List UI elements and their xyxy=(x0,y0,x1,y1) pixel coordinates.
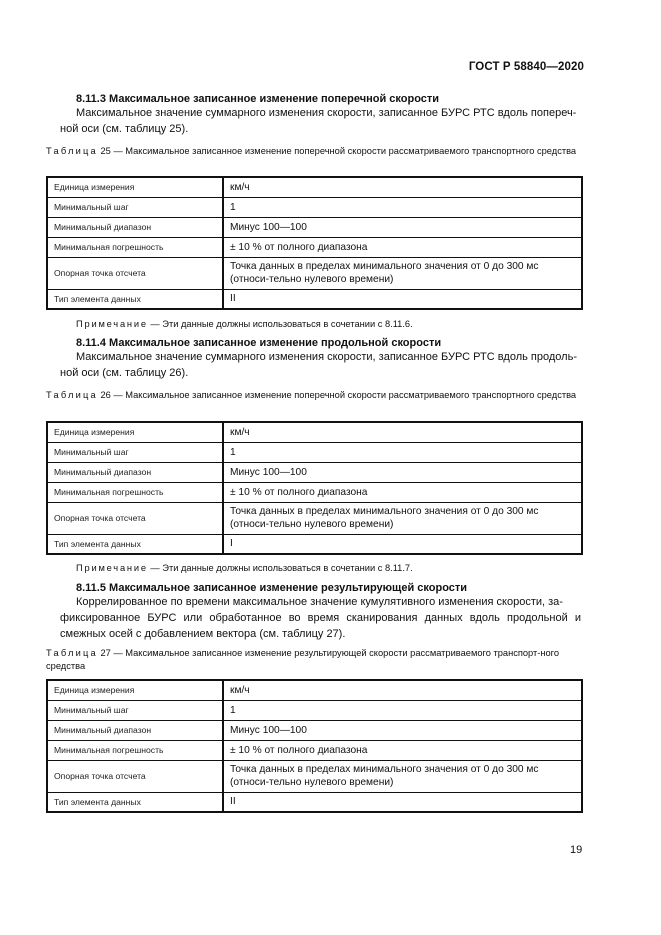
table-label: Таблица xyxy=(46,648,98,658)
table-row xyxy=(47,289,582,309)
table-row xyxy=(47,177,582,197)
table-row xyxy=(47,462,582,482)
table-row xyxy=(47,217,582,237)
table-row xyxy=(47,720,582,740)
table-note-25 xyxy=(76,319,413,329)
note-label: Примечание xyxy=(76,563,148,573)
paragraph-line: фиксированное БУРС или обработанное во время сканирования данных вдоль продольной и смежных xyxy=(60,612,581,640)
table-label: Таблица xyxy=(46,390,98,400)
row-key: Минимальный диапазон xyxy=(47,462,223,482)
table-row xyxy=(47,482,582,502)
table-row xyxy=(47,534,582,554)
row-value: Минус 100—100 xyxy=(223,217,582,237)
row-key: Минимальный шаг xyxy=(47,700,223,720)
table-row xyxy=(47,197,582,217)
row-key: Минимальная погрешность xyxy=(47,740,223,760)
row-key: Минимальный диапазон xyxy=(47,217,223,237)
table-row xyxy=(47,422,582,442)
row-value: 1 xyxy=(223,700,582,720)
table-row xyxy=(47,502,582,534)
table-caption-25 xyxy=(46,145,583,158)
row-value: ± 10 % от полного диапазона xyxy=(223,482,582,502)
row-value: II xyxy=(223,289,582,309)
table-row xyxy=(47,700,582,720)
section-title-8-11-3: 8.11.3 Максимальное записанное изменение поперечной скорости xyxy=(76,93,440,105)
table-caption-text: 26 — Максимальное записанное изменение поперечной скорости рассматриваемого транспортного средства xyxy=(100,390,577,400)
row-value: км/ч xyxy=(223,422,582,442)
note-text: — Эти данные должны использоваться в сочетании с 8.11.7. xyxy=(150,563,413,573)
paragraph-line: Максимальное значение суммарного изменения скорости, записанное БУРС РТС вдоль попереч- xyxy=(76,107,577,119)
row-value: II xyxy=(223,792,582,812)
row-key: Минимальный шаг xyxy=(47,197,223,217)
row-key: Опорная точка отсчета xyxy=(47,257,223,289)
row-value: 1 xyxy=(223,442,582,462)
paragraph-line: Коррелированное по времени максимальное значение кумулятивного изменения скорости, за- xyxy=(76,596,563,608)
row-value: Точка данных в пределах минимального значения от 0 до 300 мс (относи-тельно нулевого времени) xyxy=(223,257,582,289)
row-value: Точка данных в пределах минимального значения от 0 до 300 мс (относи-тельно нулевого времени) xyxy=(223,760,582,792)
table-caption-27 xyxy=(46,647,583,673)
row-key: Единица измерения xyxy=(47,177,223,197)
table-27 xyxy=(46,679,583,813)
row-key: Минимальный диапазон xyxy=(47,720,223,740)
table-row xyxy=(47,257,582,289)
row-value: ± 10 % от полного диапазона xyxy=(223,740,582,760)
row-value: ± 10 % от полного диапазона xyxy=(223,237,582,257)
note-text: — Эти данные должны использоваться в сочетании с 8.11.6. xyxy=(150,319,413,329)
section-paragraph-8-11-5 xyxy=(60,594,581,642)
table-label: Таблица xyxy=(46,146,98,156)
row-key: Единица измерения xyxy=(47,422,223,442)
row-key: Опорная точка отсчета xyxy=(47,760,223,792)
row-value: км/ч xyxy=(223,177,582,197)
row-value: Минус 100—100 xyxy=(223,720,582,740)
row-value: 1 xyxy=(223,197,582,217)
page-number: 19 xyxy=(570,844,583,856)
paragraph-line: Максимальное значение суммарного изменения скорости, записанное БУРС РТС вдоль продоль- xyxy=(76,351,577,363)
section-paragraph-8-11-3 xyxy=(60,105,581,137)
table-row xyxy=(47,680,582,700)
row-value: Точка данных в пределах минимального значения от 0 до 300 мс (относи-тельно нулевого времени) xyxy=(223,502,582,534)
table-row xyxy=(47,760,582,792)
row-key: Единица измерения xyxy=(47,680,223,700)
document-code: ГОСТ Р 58840—2020 xyxy=(468,61,584,73)
table-row xyxy=(47,237,582,257)
paragraph-line: осей с добавлением вектора (см. таблицу 27). xyxy=(108,628,346,640)
table-caption-text: 25 — Максимальное записанное изменение поперечной скорости рассматриваемого транспортного средства xyxy=(100,146,577,156)
table-row xyxy=(47,442,582,462)
row-key: Тип элемента данных xyxy=(47,534,223,554)
row-key: Тип элемента данных xyxy=(47,792,223,812)
table-26 xyxy=(46,421,583,555)
table-caption-26 xyxy=(46,389,583,402)
paragraph-line: ной оси (см. таблицу 26). xyxy=(60,367,189,379)
row-key: Тип элемента данных xyxy=(47,289,223,309)
row-key: Минимальная погрешность xyxy=(47,482,223,502)
row-value: км/ч xyxy=(223,680,582,700)
row-value: Минус 100—100 xyxy=(223,462,582,482)
row-value: I xyxy=(223,534,582,554)
paragraph-line: ной оси (см. таблицу 25). xyxy=(60,123,189,135)
row-key: Минимальный шаг xyxy=(47,442,223,462)
section-title-8-11-5: 8.11.5 Максимальное записанное изменение результирующей скорости xyxy=(76,582,468,594)
note-label: Примечание xyxy=(76,319,148,329)
section-title-8-11-4: 8.11.4 Максимальное записанное изменение продольной скорости xyxy=(76,337,442,349)
table-25 xyxy=(46,176,583,310)
section-paragraph-8-11-4 xyxy=(60,349,581,381)
table-row xyxy=(47,792,582,812)
row-key: Опорная точка отсчета xyxy=(47,502,223,534)
row-key: Минимальная погрешность xyxy=(47,237,223,257)
table-caption-text: 27 — Максимальное записанное изменение результирующей скорости рассматриваемого транспорт-ного средства xyxy=(46,648,560,671)
table-note-26 xyxy=(76,563,413,573)
table-row xyxy=(47,740,582,760)
